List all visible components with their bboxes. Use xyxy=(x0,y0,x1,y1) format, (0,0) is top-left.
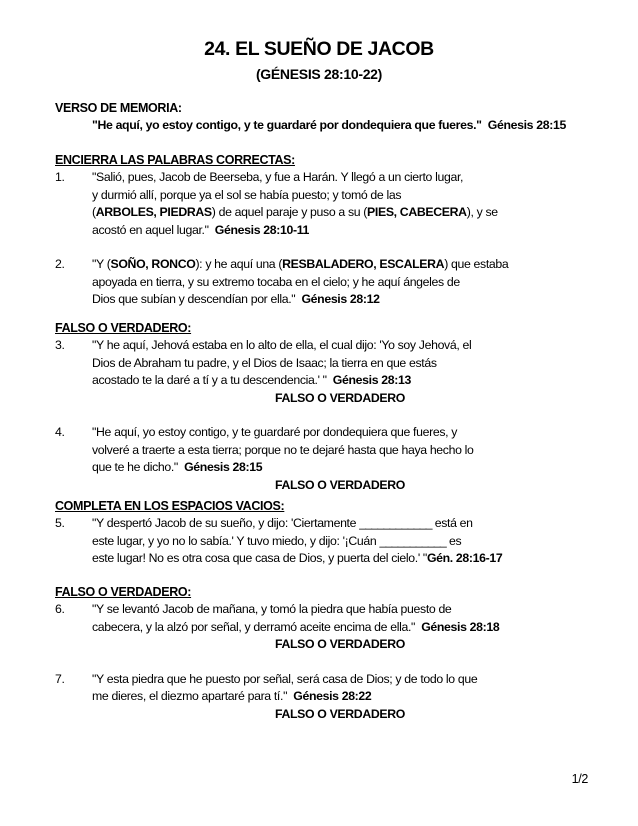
true-false-answer[interactable]: FALSO O VERDADERO xyxy=(274,390,405,405)
question-line: "Y se levantó Jacob de mañana, y tomó la piedra que había puesto de xyxy=(92,602,452,616)
memory-verse-section xyxy=(55,100,588,135)
question-line xyxy=(92,204,588,222)
question-number: 7. xyxy=(55,671,65,686)
scripture-ref: Génesis 28:22 xyxy=(293,689,372,703)
memory-verse-label: VERSO DE MEMORIA: xyxy=(55,101,182,115)
text-fragment: acostado te la daré a tí y a tu descendencia.' " xyxy=(92,373,327,387)
question-7 xyxy=(55,671,588,724)
question-line: Dios de Abraham tu padre, y el Dios de Isaac; la tierra en que estás xyxy=(92,355,437,370)
word-option[interactable]: ARBOLES, PIEDRAS xyxy=(95,205,212,219)
question-line xyxy=(92,256,588,274)
question-3 xyxy=(55,337,588,407)
text-fragment: está en xyxy=(434,516,473,530)
text-fragment: "Y despertó Jacob de su sueño, y dijo: 'Ciertamente xyxy=(92,516,357,530)
text-fragment: ), y se xyxy=(466,205,498,219)
text-fragment: es xyxy=(448,533,462,548)
fill-blanks-section xyxy=(55,498,588,568)
question-line xyxy=(92,291,588,309)
page-title: 24. EL SUEÑO DE JACOB xyxy=(204,38,434,60)
true-false-heading: FALSO O VERDADERO: xyxy=(55,321,192,335)
word-option[interactable]: SOÑO, RONCO xyxy=(110,257,196,271)
question-1 xyxy=(55,169,588,239)
question-line: apoyada en tierra, y su extremo tocaba en el cielo; y he aquí ángeles de xyxy=(92,274,460,289)
true-false-section-2 xyxy=(55,584,588,723)
page-subtitle: (GÉNESIS 28:10-22) xyxy=(255,66,383,82)
question-line: "Salió, pues, Jacob de Beerseba, y fue a Harán. Y llegó a un cierto lugar, xyxy=(92,170,464,184)
question-line: "Y esta piedra que he puesto por señal, será casa de Dios; y de todo lo que xyxy=(92,671,478,686)
text-fragment: acostó en aquel lugar." xyxy=(92,222,209,237)
text-fragment: este lugar! No es otra cosa que casa de Dios, y puerta del cielo.' " xyxy=(92,551,427,565)
question-2 xyxy=(55,256,588,309)
true-false-answer[interactable]: FALSO O VERDADERO xyxy=(274,637,405,651)
question-line: y durmió allí, porque ya el sol se había puesto; y tomó de las xyxy=(92,187,402,202)
page-number: 1/2 xyxy=(571,772,588,786)
text-fragment: ): y he aquí una ( xyxy=(195,257,283,271)
scripture-ref: Génesis 28:10-11 xyxy=(214,222,310,237)
scripture-ref: Gén. 28:16-17 xyxy=(426,551,503,565)
question-number: 2. xyxy=(55,257,65,271)
true-false-answer[interactable]: FALSO O VERDADERO xyxy=(274,477,405,492)
text-fragment: ) que estaba xyxy=(444,257,509,271)
question-line: "He aquí, yo estoy contigo, y te guardaré por dondequiera que fueres, y xyxy=(92,425,458,439)
true-false-section-1 xyxy=(55,320,588,494)
text-fragment: ( xyxy=(92,205,96,219)
text-fragment: Dios que subían y descendían por ella." xyxy=(92,292,296,306)
scripture-ref: Génesis 28:12 xyxy=(301,292,380,306)
question-line xyxy=(92,222,588,240)
text-fragment: este lugar, y yo no lo sabía.' Y tuvo miedo, y dijo: '¡Cuán xyxy=(92,533,377,548)
scripture-ref: Génesis 28:18 xyxy=(421,619,500,634)
memory-verse-text: "He aquí, yo estoy contigo, y te guardaré por dondequiera que fueres." xyxy=(92,118,482,132)
memory-verse-line xyxy=(55,117,588,135)
question-line: volveré a traerte a esta tierra; porque no te dejaré hasta que haya hecho lo xyxy=(92,442,474,457)
question-number: 4. xyxy=(55,425,65,439)
question-6 xyxy=(55,601,588,654)
question-line xyxy=(92,533,588,551)
blank-field[interactable]: ___________ xyxy=(379,533,446,548)
question-number: 5. xyxy=(55,516,65,530)
scripture-ref: Génesis 28:15 xyxy=(184,460,263,474)
question-line xyxy=(92,515,588,533)
circle-words-heading: ENCIERRA LAS PALABRAS CORRECTAS: xyxy=(55,153,295,167)
question-line xyxy=(92,550,588,568)
question-line xyxy=(92,688,588,706)
word-option[interactable]: RESBALADERO, ESCALERA xyxy=(282,257,445,271)
question-number: 3. xyxy=(55,338,65,352)
question-line: "Y he aquí, Jehová estaba en lo alto de ella, el cual dijo: 'Yo soy Jehová, el xyxy=(92,338,472,352)
text-fragment: me dieres, el diezmo apartaré para tí." xyxy=(92,689,288,703)
fill-blanks-heading: COMPLETA EN LOS ESPACIOS VACIOS: xyxy=(55,499,285,513)
true-false-heading: FALSO O VERDADERO: xyxy=(55,585,192,599)
memory-verse-ref: Génesis 28:15 xyxy=(487,118,566,132)
circle-words-section xyxy=(55,152,588,309)
question-5 xyxy=(55,515,588,568)
text-fragment: "Y ( xyxy=(92,257,111,271)
text-fragment: ) de aquel paraje y puso a su ( xyxy=(211,205,368,219)
text-fragment: que te he dicho." xyxy=(92,460,178,474)
text-fragment: cabecera, y la alzó por señal, y derramó aceite encima de ella." xyxy=(92,619,416,634)
question-line xyxy=(92,619,588,637)
question-number: 6. xyxy=(55,602,65,616)
true-false-answer[interactable]: FALSO O VERDADERO xyxy=(274,706,405,721)
blank-field[interactable]: ____________ xyxy=(359,516,432,530)
question-4 xyxy=(55,424,588,494)
question-line xyxy=(92,372,588,390)
question-number: 1. xyxy=(55,170,65,184)
question-line xyxy=(92,459,588,477)
word-option[interactable]: PIES, CABECERA xyxy=(367,205,467,219)
scripture-ref: Génesis 28:13 xyxy=(332,373,411,387)
